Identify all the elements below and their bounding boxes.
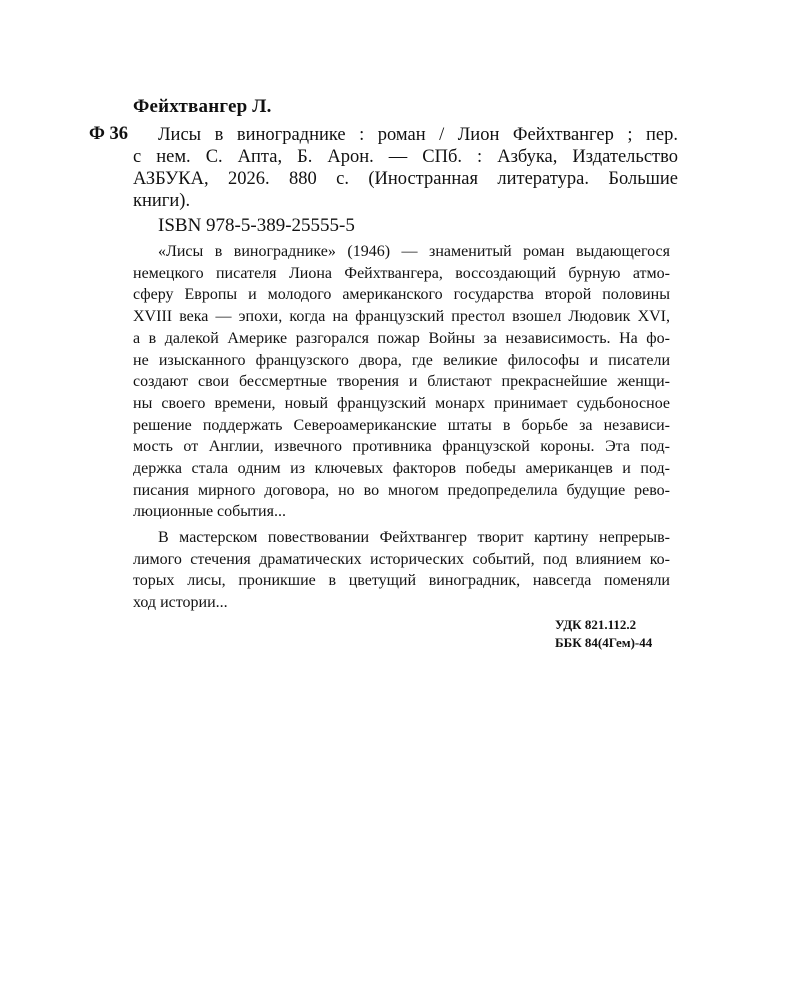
title-line: Лисы в винограднике : роман / Лион Фейхтвангер ; пер. xyxy=(158,125,678,145)
abstract-line: не изысканного французского двора, где великие философы и писатели xyxy=(133,351,670,369)
abstract-line: XVIII века — эпохи, когда на французский престол взошел Людовик XVI, xyxy=(133,308,670,326)
abstract-line: немецкого писателя Лиона Фейхтвангера, воссоздающий бурную атмо- xyxy=(133,264,670,282)
abstract-line: создают свои бессмертные творения и блистают прекраснейшие женщи- xyxy=(133,373,670,391)
bbk-index: ББК 84(4Гем)-44 xyxy=(555,635,653,650)
abstract-line: а в далекой Америке разгорался пожар Войны за независимость. На фо- xyxy=(133,329,670,347)
abstract-line: ход истории... xyxy=(133,594,228,612)
abstract-line: ны своего времени, новый французский монарх принимает судьбоносное xyxy=(133,394,670,412)
title-line: книги). xyxy=(133,191,191,211)
author-heading: Фейхтвангер Л. xyxy=(133,96,272,117)
abstract-line: держка стала одним из ключевых факторов победы американцев и под- xyxy=(133,460,670,477)
title-line: АЗБУКА, 2026. 880 с. (Иностранная литература. Большие xyxy=(133,169,678,189)
abstract-line: «Лисы в винограднике» (1946) — знаменитый роман выдающегося xyxy=(158,243,670,260)
abstract-line: решение поддержать Североамериканские штаты в борьбе за независи- xyxy=(133,416,670,434)
abstract-line: лимого стечения драматических исторических событий, под влиянием ко- xyxy=(133,550,670,568)
title-line: с нем. С. Апта, Б. Арон. — СПб. : Азбука, Издательство xyxy=(133,147,678,167)
abstract-line: писания мирного договора, но во многом предопределила будущие рево- xyxy=(133,481,670,499)
abstract-line: сферу Европы и молодого американского государства второй половины xyxy=(133,286,670,304)
abstract-line: люционные события... xyxy=(133,503,286,521)
udk-index: УДК 821.112.2 xyxy=(555,617,637,632)
author-sign-code: Ф 36 xyxy=(89,124,129,144)
isbn: ISBN 978-5-389-25555-5 xyxy=(158,215,355,236)
abstract-line: мость от Англии, извечного противника французской короны. Эта под- xyxy=(133,438,670,456)
abstract-line: В мастерском повествовании Фейхтвангер творит картину непрерыв- xyxy=(158,529,670,546)
abstract-line: торых лисы, проникшие в цветущий виноградник, навсегда поменяли xyxy=(133,572,670,590)
